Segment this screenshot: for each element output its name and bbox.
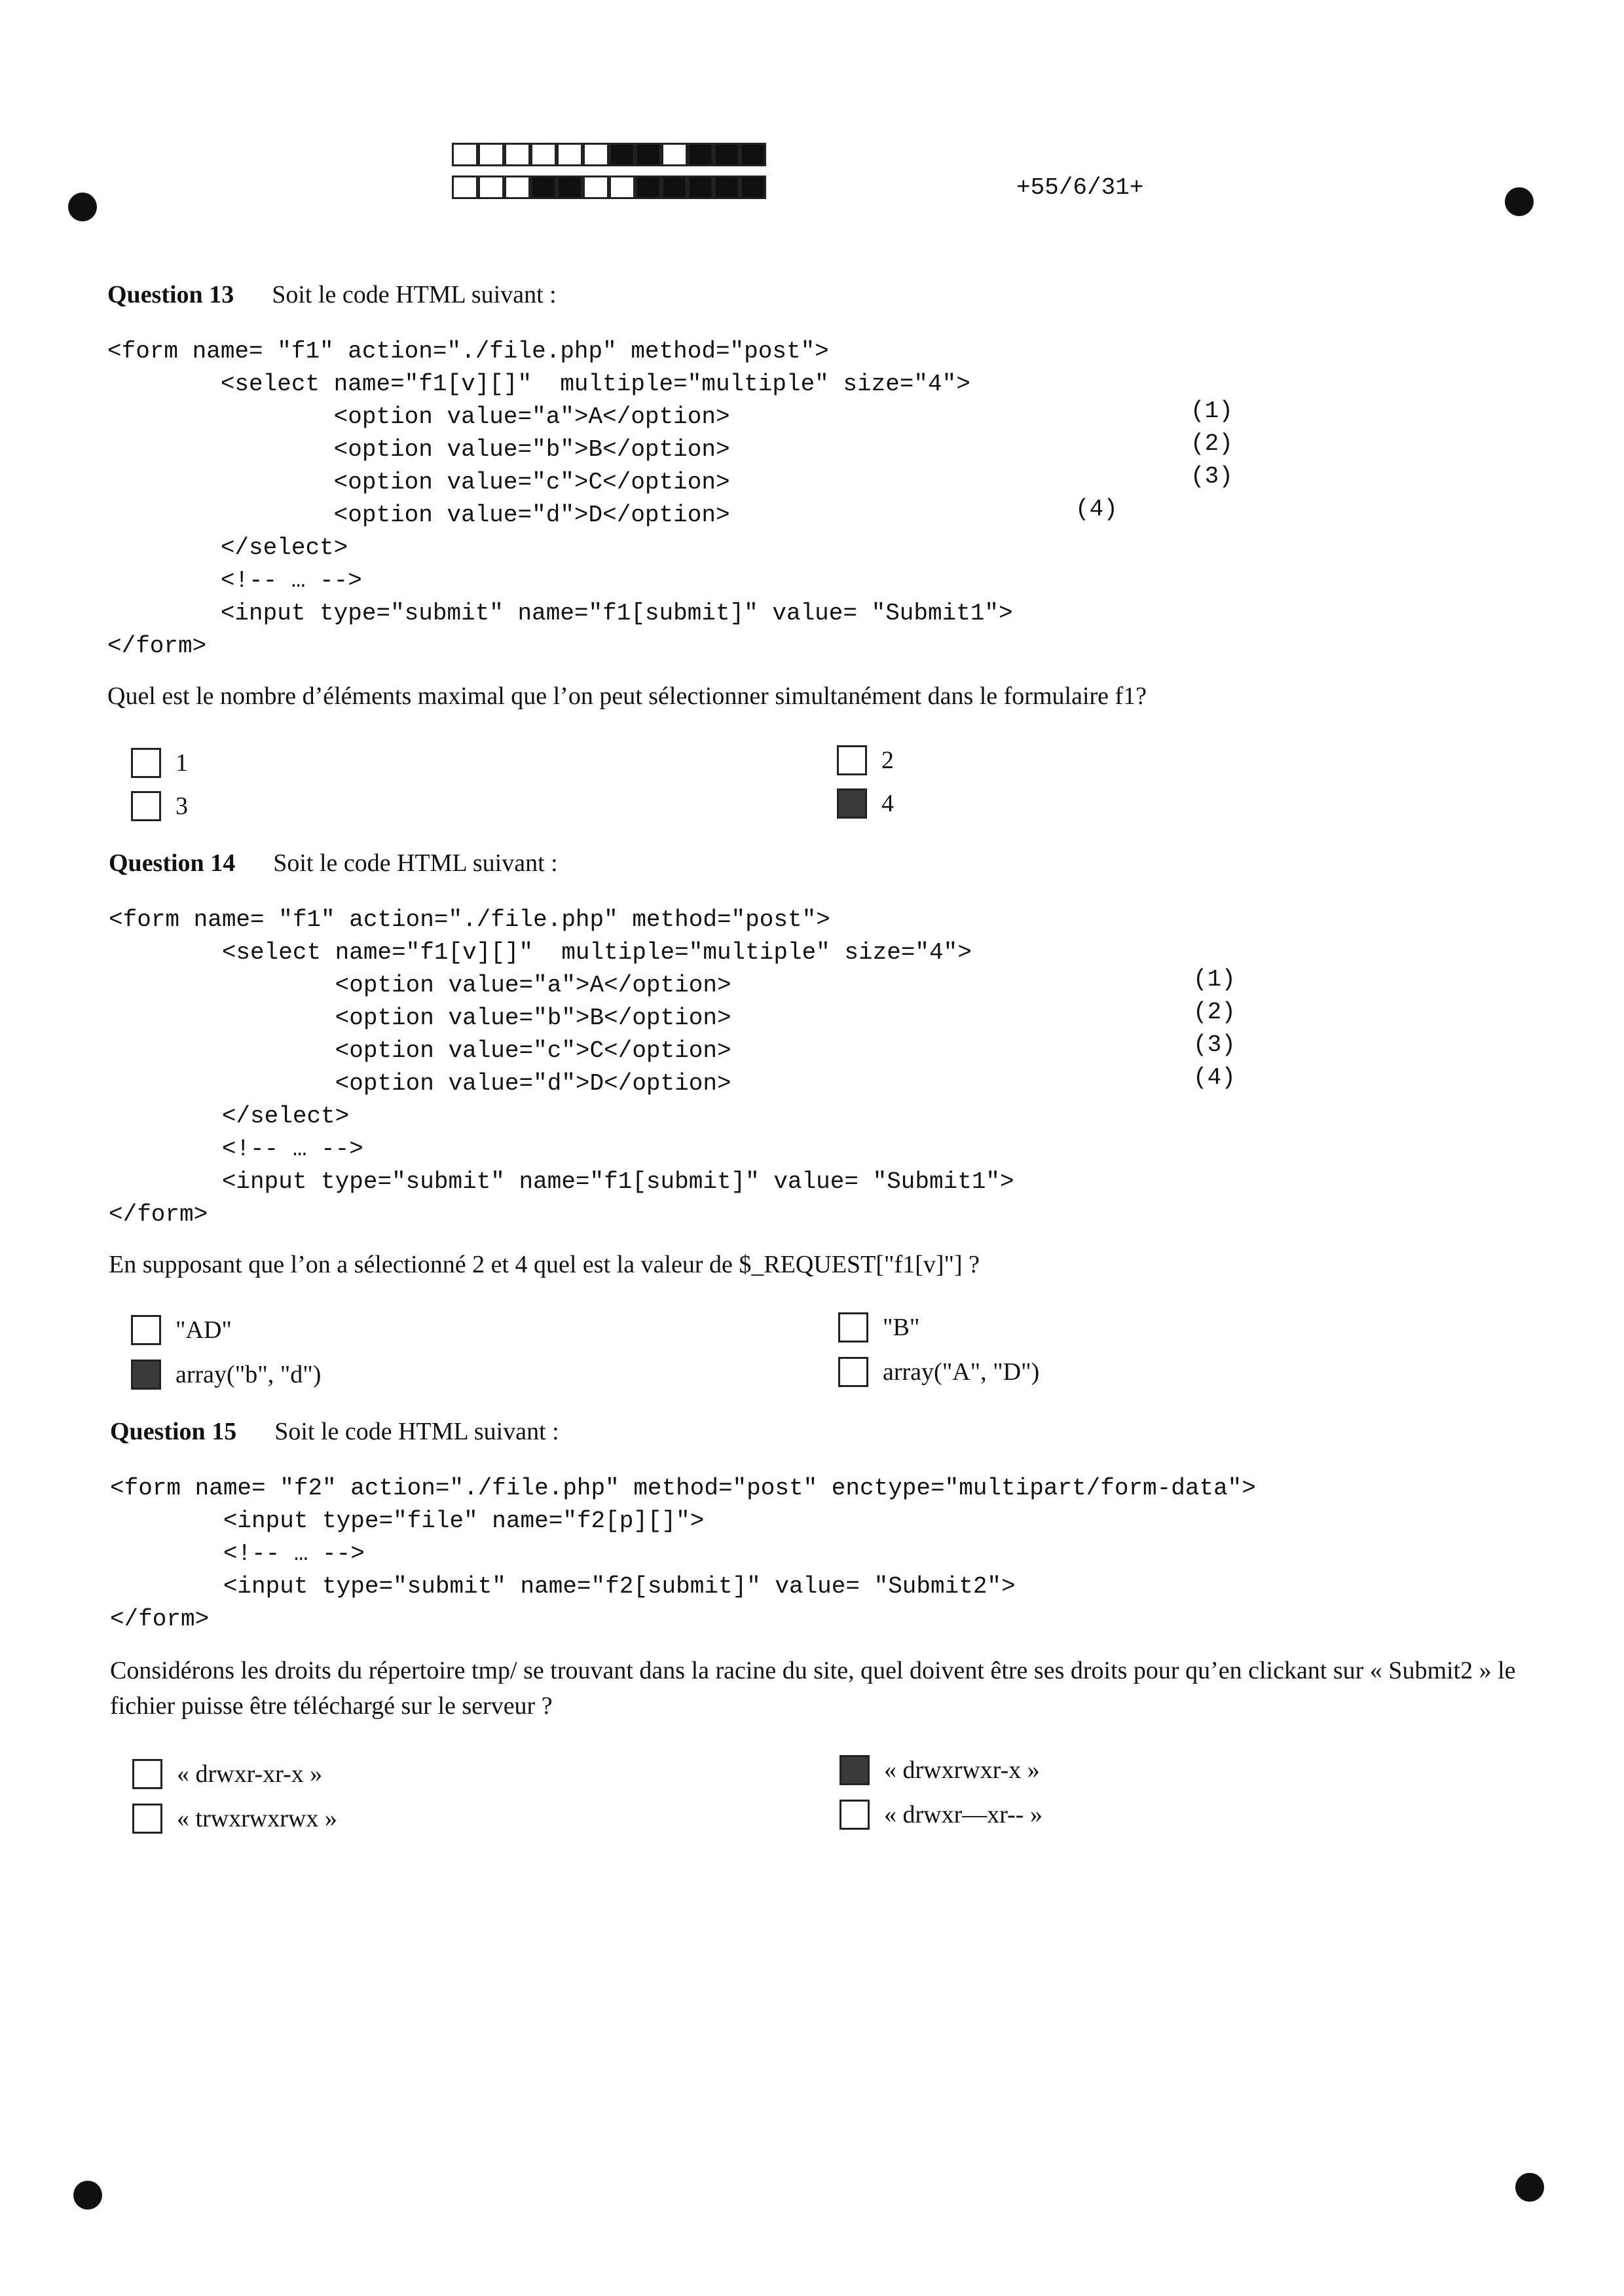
- choice-1[interactable]: [131, 748, 188, 778]
- answer-checkbox-checked[interactable]: [837, 788, 867, 819]
- barcode-cell: [452, 176, 478, 199]
- choice-label: 2: [881, 747, 894, 774]
- line-number: (2): [1190, 430, 1233, 457]
- barcode-cell: [661, 143, 688, 166]
- registration-mark-top-left: [68, 193, 97, 221]
- question-13-header: [107, 280, 557, 309]
- answer-checkbox[interactable]: [838, 1357, 868, 1387]
- choice-label: array("b", "d"): [175, 1361, 322, 1388]
- choice-label: "B": [883, 1314, 920, 1341]
- barcode-cell: [688, 143, 714, 166]
- question-14-header: [109, 849, 558, 878]
- line-number: (4): [1193, 1064, 1236, 1091]
- registration-mark-top-right: [1505, 187, 1534, 216]
- barcode-cell: [583, 176, 609, 199]
- barcode-cell: [740, 143, 766, 166]
- question-14-prompt: En supposant que l’on a sélectionné 2 et 4 quel est la valeur de $_REQUEST["f1[v]"] ?: [109, 1251, 980, 1278]
- barcode-cell: [714, 176, 740, 199]
- barcode-cell: [530, 176, 557, 199]
- choice-trwxrwxrwx[interactable]: [132, 1804, 337, 1834]
- line-number: (1): [1190, 398, 1233, 424]
- registration-mark-bottom-right: [1515, 2173, 1544, 2202]
- choice-array-a-d[interactable]: [838, 1357, 1039, 1387]
- answer-checkbox[interactable]: [838, 1312, 868, 1342]
- choice-label: 4: [881, 790, 894, 817]
- choice-label: 3: [175, 792, 188, 820]
- question-intro: Soit le code HTML suivant :: [274, 1418, 559, 1445]
- choice-label: « drwxrwxr-x »: [884, 1756, 1040, 1784]
- line-number: (3): [1190, 463, 1233, 490]
- answer-checkbox-checked[interactable]: [840, 1755, 870, 1785]
- answer-checkbox[interactable]: [131, 791, 161, 821]
- barcode-cell: [557, 143, 583, 166]
- barcode-cell: [530, 143, 557, 166]
- barcode-cell: [504, 176, 530, 199]
- barcode-cell: [635, 143, 661, 166]
- choice-b[interactable]: [838, 1312, 919, 1342]
- line-number: (4): [1075, 496, 1118, 523]
- barcode-cell: [688, 176, 714, 199]
- line-number: (3): [1193, 1031, 1236, 1058]
- choice-label: 1: [175, 749, 188, 777]
- question-13-code: <form name= "f1" action="./file.php" method="post"> <select name="f1[v][]" multiple="multiple" size="4"> <option value="a">A</option> <option value="b">B</option> <option value="c">C</option> <option value="d">D</option> </select> <!-- … --> <input type="submit" name="f1[submit]" value= "Submit1"> </form>: [107, 338, 1013, 659]
- page-id: +55/6/31+: [1016, 174, 1144, 201]
- barcode-cell: [478, 143, 504, 166]
- barcode-cell: [504, 143, 530, 166]
- question-label: Question 15: [110, 1418, 237, 1445]
- choice-drwxr-xr--[interactable]: [840, 1800, 1043, 1830]
- barcode-cell: [478, 176, 504, 199]
- question-label: Question 13: [107, 281, 234, 308]
- choice-3[interactable]: [131, 791, 188, 821]
- choice-drwxr-xr-x[interactable]: [132, 1759, 322, 1789]
- question-15-code: <form name= "f2" action="./file.php" method="post" enctype="multipart/form-data"> <input type="file" name="f2[p][]"> <!-- … --> <input type="submit" name="f2[submit]" value= "Submit2"> </form>: [110, 1475, 1256, 1633]
- answer-checkbox[interactable]: [131, 1315, 161, 1345]
- choice-4[interactable]: [837, 788, 894, 819]
- barcode-row-1: [452, 143, 766, 166]
- choice-label: « drwxr—xr-- »: [884, 1801, 1043, 1828]
- barcode-cell: [583, 143, 609, 166]
- barcode-cell: [635, 176, 661, 199]
- question-14-code: <form name= "f1" action="./file.php" method="post"> <select name="f1[v][]" multiple="multiple" size="4"> <option value="a">A</option> <option value="b">B</option> <option value="c">C</option> <option value="d">D</option> </select> <!-- … --> <input type="submit" name="f1[submit]" value= "Submit1"> </form>: [109, 906, 1014, 1228]
- answer-checkbox[interactable]: [837, 745, 867, 775]
- choice-label: « trwxrwxrwx »: [177, 1805, 337, 1832]
- barcode-cell: [714, 143, 740, 166]
- question-13-prompt: Quel est le nombre d’éléments maximal que l’on peut sélectionner simultanément dans le formulaire f1?: [107, 682, 1147, 710]
- answer-checkbox[interactable]: [840, 1800, 870, 1830]
- answer-checkbox[interactable]: [131, 748, 161, 778]
- choice-drwxrwxr-x[interactable]: [840, 1755, 1040, 1785]
- answer-checkbox-checked[interactable]: [131, 1360, 161, 1390]
- barcode-row-2: [452, 176, 766, 199]
- choice-label: "AD": [175, 1316, 232, 1344]
- barcode-cell: [557, 176, 583, 199]
- question-label: Question 14: [109, 849, 236, 877]
- answer-checkbox[interactable]: [132, 1759, 162, 1789]
- question-15-header: [110, 1417, 559, 1446]
- barcode-cell: [452, 143, 478, 166]
- question-15-prompt: Considérons les droits du répertoire tmp/ se trouvant dans la racine du site, quel doivent être ses droits pour qu’en clickant sur « Submit2 » le fichier puisse être téléchargé sur le serveur ?: [110, 1657, 1516, 1720]
- registration-mark-bottom-left: [73, 2181, 102, 2210]
- choice-label: array("A", "D"): [883, 1358, 1040, 1386]
- choice-2[interactable]: [837, 745, 894, 775]
- question-intro: Soit le code HTML suivant :: [272, 281, 557, 308]
- barcode-cell: [609, 143, 635, 166]
- line-number: (2): [1193, 999, 1236, 1026]
- question-intro: Soit le code HTML suivant :: [273, 849, 558, 877]
- barcode-cell: [740, 176, 766, 199]
- barcode-cell: [661, 176, 688, 199]
- answer-checkbox[interactable]: [132, 1804, 162, 1834]
- choice-ad[interactable]: [131, 1315, 232, 1345]
- line-number: (1): [1193, 966, 1236, 993]
- choice-array-b-d[interactable]: [131, 1360, 321, 1390]
- barcode-cell: [609, 176, 635, 199]
- choice-label: « drwxr-xr-x »: [177, 1760, 323, 1788]
